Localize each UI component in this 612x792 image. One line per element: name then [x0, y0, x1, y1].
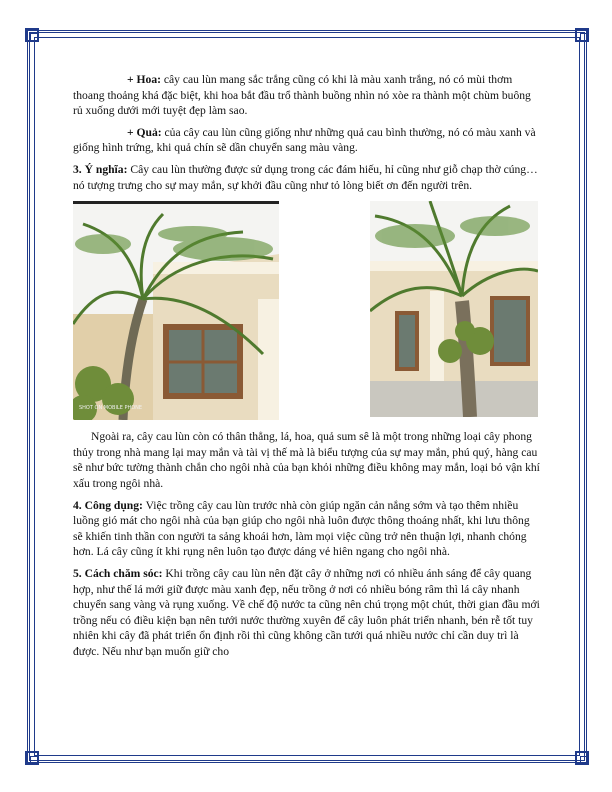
- paragraph-cham-soc: [73, 566, 541, 660]
- text-y-nghia: Cây cau lùn thường được sử dụng trong các đám hiếu, hỉ cũng như giỗ chạp thờ cúng… nó tượng trưng cho sự may mắn, sự khởi đầu cũng như tỏ lòng biết ơn đến người trên.: [73, 162, 538, 192]
- corner-ornament: [575, 751, 589, 765]
- paragraph-ngoai-ra: Ngoài ra, cây cau lùn còn có thân thẳng, lá, hoa, quả sum sê là một trong những loại cây phong thủy trong nhà mang lại may mắn và tài vị thế mà là biểu tượng của sự may mắn, phú quý, hàng cau sẽ như bức tường thành chắn cho ngôi nhà của bạn khỏi những điều không may mắn, loại bỏ vận khí xấu trong ngôi nhà.: [73, 430, 540, 490]
- paragraph-cong-dung: [73, 498, 541, 560]
- corner-ornament: [25, 751, 39, 765]
- heading-y-nghia: 3. Ý nghĩa:: [73, 162, 128, 176]
- photo-row: [73, 201, 541, 419]
- text-cong-dung: Việc trồng cây cau lùn trước nhà còn giúp ngăn cản nắng sớm và tạo thêm nhiều luồng gió mát cho ngôi nhà của bạn giúp cho ngôi nhà luôn được thông thoáng nhất, khi lưu thông sẽ khiến tinh thần con người ta sảng khoái hơn, làm mọi việc cũng trở nên thuận lợi, nhanh chóng hơn. Lá cây cũng ít khi rụng nên luôn tạo được dáng vẻ hiên ngang cho ngôi nhà.: [73, 498, 530, 559]
- paragraph-hoa: [73, 72, 541, 119]
- label-hoa: + Hoa:: [127, 73, 161, 86]
- palm-photo-left: [73, 201, 279, 420]
- heading-cham-soc: 5. Cách chăm sóc:: [73, 566, 163, 580]
- paragraph-y-nghia: [73, 162, 541, 193]
- label-qua: + Quả:: [127, 125, 162, 139]
- corner-ornament: [25, 28, 39, 42]
- palm-photo-right: [370, 201, 538, 417]
- text-qua: của cây cau lùn cũng giống như những quả cau bình thường, nó có màu xanh và giống hình trứng, khi quả chín sẽ dần chuyển sang màu vàng.: [73, 125, 536, 155]
- document-body: [73, 72, 541, 665]
- corner-ornament: [575, 28, 589, 42]
- photo-watermark: SHOT ON MOBILE PHONE: [79, 404, 143, 411]
- text-cham-soc: Khi trồng cây cau lùn nên đặt cây ở những nơi có nhiều ánh sáng để cây quang hợp, như thế lá mới giữ được màu xanh đẹp, nếu trồng ở nơi có nhiều bóng râm thì lá cây nhanh chuyển sang vàng và rụng xuống. Về chế độ nước ta cũng nên chú trọng một chút, thời gian đầu mới trồng nếu có điều kiện bạn nên tưới nước thường xuyên để cây luôn phát triển nhanh, bén rễ tốt tuy nhiên khi cây đã phát triển ổn định rồi thì cũng không cần tưới quá nhiều nước chỉ cần duy trì là được. Nếu như bạn muốn giữ cho: [73, 566, 540, 658]
- heading-cong-dung: 4. Công dụng:: [73, 498, 143, 512]
- paragraph-qua: [73, 125, 541, 156]
- text-hoa: cây cau lùn mang sắc trắng cũng có khi là màu xanh trắng, nó có mùi thơm thoang thoảng khá đặc biệt, khi hoa bắt đầu trổ thành buồng nhìn nó xòe ra thành một chùm buông rủ xuống dưới mới tuyệt đẹp làm sao.: [73, 73, 531, 118]
